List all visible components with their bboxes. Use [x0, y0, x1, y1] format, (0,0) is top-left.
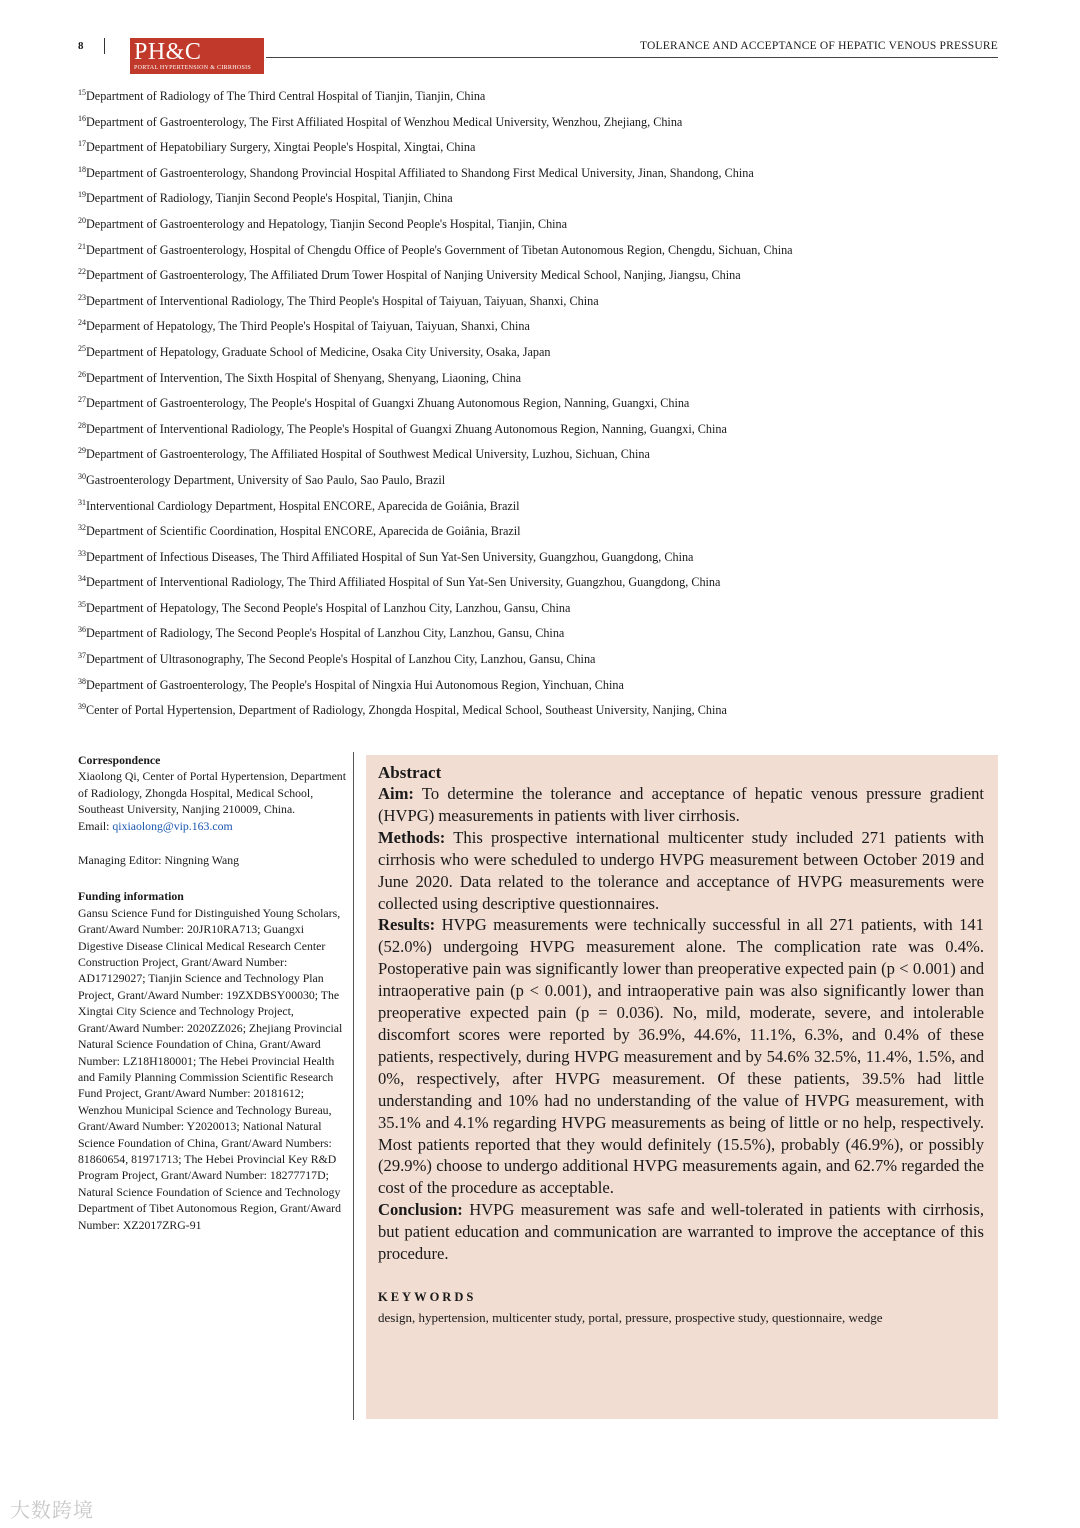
- correspondence-title: Correspondence: [78, 753, 161, 767]
- page-number: 8: [78, 40, 84, 52]
- page-header: [78, 36, 998, 76]
- conclusion-label: Conclusion:: [378, 1200, 463, 1220]
- affiliation-item: $^{24}$Deparment of Hepatology, The Third People's Hospital of Taiyuan, Taiyuan, Shanxi, China: [78, 318, 530, 334]
- affiliations-list: [78, 84, 998, 724]
- email-link[interactable]: qixiaolong@vip.163.com: [112, 818, 233, 833]
- affiliation-item: $^{20}$Department of Gastroenterology and Hepatology, Tianjin Second People's Hospital, Tianjin, China: [78, 215, 568, 231]
- affiliation-item: $^{15}$Department of Radiology of The Third Central Hospital of Tianjin, Tianjin, China: [78, 88, 486, 103]
- affiliation-item: $^{38}$Department of Gastroenterology, The People's Hospital of Ningxia Hui Autonomous Region, Yinchuan, China: [78, 676, 624, 692]
- journal-logo-subtitle: PORTAL HYPERTENSION & CIRRHOSIS: [134, 65, 252, 71]
- affiliation-item: $^{18}$Department of Gastroenterology, Shandong Provincial Hospital Affiliated to Shandong First Medical University, Jinan, Shandong, China: [78, 164, 754, 180]
- affiliation-item: $^{21}$Department of Gastroenterology, Hospital of Chengdu Office of People's Government of Tibetan Autonomous Region, Chengdu, Sichuan, China: [78, 241, 793, 257]
- methods-label: Methods:: [378, 827, 446, 847]
- affiliation-item: $^{17}$Department of Hepatobiliary Surgery, Xingtai People's Hospital, Xingtai, China: [78, 139, 476, 155]
- affiliation-item: $^{36}$Department of Radiology, The Second People's Hospital of Lanzhou City, Lanzhou, Gansu, China: [78, 625, 565, 641]
- column-divider: [353, 752, 354, 1420]
- affiliation-item: $^{22}$Department of Gastroenterology, The Affiliated Drum Tower Hospital of Nanjing University Medical School, Nanjing, Jiangsu, China: [78, 267, 741, 283]
- affiliation-item: $^{35}$Department of Hepatology, The Second People's Hospital of Lanzhou City, Lanzhou, Gansu, China: [78, 599, 571, 615]
- keywords-title: KEYWORDS: [378, 1289, 477, 1304]
- affiliation-item: $^{25}$Department of Hepatology, Graduate School of Medicine, Osaka City University, Osaka, Japan: [78, 343, 551, 359]
- affiliation-item: $^{28}$Department of Interventional Radiology, The People's Hospital of Guangxi Zhuang Autonomous Region, Nanning, Guangxi, China: [78, 420, 727, 436]
- affiliation-item: $^{27}$Department of Gastroenterology, The People's Hospital of Guangxi Zhuang Autonomous Region, Nanning, Guangxi, China: [78, 395, 690, 411]
- abstract-methods: Methods: This prospective international multicenter study included 271 patients with cirrhosis who were scheduled to undergo HVPG measurement between October 2019 and June 2020. Data related to the tolerance and acceptance of HVPG measurements were collected using descriptive questionnaires.: [378, 827, 984, 913]
- affiliation-item: $^{26}$Department of Intervention, The Sixth Hospital of Shenyang, Shenyang, Liaoning, China: [78, 369, 522, 385]
- journal-logo: [130, 38, 264, 74]
- funding-body: Gansu Science Fund for Distinguished Young Scholars, Grant/Award Number: 20JR10RA713; Guangxi Digestive Disease Clinical Medical Research Center Construction Project, Grant/Award Number: AD17129027; Tianjin Science and Technology Plan Project, Grant/Award Number: 19ZXDBSY00030; The Xingtai City Science and Technology Project, Grant/Award Number: 2020ZZ026; Zhejiang Provincial Natural Science Foundation of China, Grant/Award Number: LZ18H180001; The Hebei Provincial Health and Family Planning Commission Scientific Research Fund Project, Grant/Award Number: 20181612; Wenzhou Municipal Science and Technology Bureau, Grant/Award Number: Y2020013; National Natural Science Foundation of China, Grant/Award Numbers: 81860654, 81971713; The Hebei Provincial Key R&D Program Project, Grant/Award Number: 18277717D; Natural Science Foundation of Science and Technology Department of Tibet Autonomous Region, Grant/Award Number: XZ2017ZRG-91: [78, 905, 343, 1232]
- abstract-results: Results: HVPG measurements were technically successful in all 271 patients, with 141 (52.0%) undergoing HVPG measurement alone. The complication rate was 0.4%. Postoperative pain was significantly lower than preoperative expected pain (p < 0.001) and intraoperative pain (p < 0.001), and intraoperative pain was also significantly lower than preoperative expected pain (p = 0.036). No, mild, moderate, severe, and intolerable discomfort scores were reported by 36.9%, 44.6%, 11.1%, 6.3%, and 0.4% of these patients, respectively, during HVPG measurement and by 54.6% 32.5%, 11.4%, 1.5%, and 0%, respectively, after HVPG measurement. Of these patients, 39.5% had little understanding and 10% had no understanding of the value of HVPG measurement, with 35.1% and 4.1% regarding HVPG measurements as being of little or no help, respectively. Most patients reported that they would definitely (15.5%), probably (46.9%), or possibly (29.9%) choose to undergo additional HVPG measurements again, and 62.7% regarded the cost of the procedure as acceptable.: [378, 915, 984, 1198]
- abstract-box: [366, 755, 998, 1419]
- abstract-conclusion: Conclusion: HVPG measurement was safe and well-tolerated in patients with cirrhosis, but patient education and communication are warranted to improve the acceptance of this procedure.: [378, 1200, 984, 1264]
- affiliation-item: $^{39}$Center of Portal Hypertension, Department of Radiology, Zhongda Hospital, Medical School, Southeast University, Nanjing, China: [78, 702, 727, 718]
- affiliation-item: $^{30}$Gastroenterology Department, University of Sao Paulo, Sao Paulo, Brazil: [78, 471, 446, 487]
- correspondence-email: [78, 818, 346, 834]
- header-rule: [266, 57, 998, 58]
- abstract-heading: Abstract: [378, 763, 442, 782]
- running-title: TOLERANCE AND ACCEPTANCE OF HEPATIC VENOUS PRESSURE: [640, 40, 998, 52]
- affiliation-item: $^{34}$Department of Interventional Radiology, The Third Affiliated Hospital of Sun Yat-Sen University, Guangzhou, Guangdong, China: [78, 574, 721, 590]
- managing-editor: Managing Editor: Ningning Wang: [78, 853, 240, 868]
- affiliation-item: $^{19}$Department of Radiology, Tianjin Second People's Hospital, Tianjin, China: [78, 190, 453, 206]
- affiliation-item: $^{33}$Department of Infectious Diseases, The Third Affiliated Hospital of Sun Yat-Sen University, Guangzhou, Guangdong, China: [78, 548, 694, 564]
- affiliation-item: $^{32}$Department of Scientific Coordination, Hospital ENCORE, Aparecida de Goiânia, Brazil: [78, 523, 521, 539]
- funding-title: Funding information: [78, 889, 184, 904]
- email-label: Email:: [78, 818, 110, 833]
- keywords-list: design, hypertension, multicenter study, portal, pressure, prospective study, questionnaire, wedge: [378, 1309, 883, 1325]
- header-divider: [104, 38, 105, 54]
- abstract-aim: Aim: To determine the tolerance and acceptance of hepatic venous pressure gradient (HVPG) measurements in patients with liver cirrhosis.: [378, 784, 984, 825]
- watermark: 大数跨境: [10, 1498, 94, 1522]
- affiliation-item: $^{23}$Department of Interventional Radiology, The Third People's Hospital of Taiyuan, Taiyuan, Shanxi, China: [78, 292, 599, 308]
- aim-label: Aim:: [378, 784, 414, 803]
- journal-logo-mark: PH&C: [134, 39, 202, 65]
- sidebar-info: [78, 752, 346, 1233]
- affiliation-item: $^{31}$Interventional Cardiology Department, Hospital ENCORE, Aparecida de Goiânia, Brazil: [78, 497, 520, 513]
- correspondence-body: Xiaolong Qi, Center of Portal Hypertension, Department of Radiology, Zhongda Hospital, Medical School, Southeast University, Nanjing 210009, China.: [78, 769, 346, 817]
- affiliation-item: $^{16}$Department of Gastroenterology, The First Affiliated Hospital of Wenzhou Medical University, Wenzhou, Zhejiang, China: [78, 113, 683, 129]
- results-label: Results:: [378, 915, 436, 935]
- affiliation-item: $^{29}$Department of Gastroenterology, The Affiliated Hospital of Southwest Medical University, Luzhou, Sichuan, China: [78, 446, 650, 462]
- affiliation-item: $^{37}$Department of Ultrasonography, The Second People's Hospital of Lanzhou City, Lanzhou, Gansu, China: [78, 651, 596, 667]
